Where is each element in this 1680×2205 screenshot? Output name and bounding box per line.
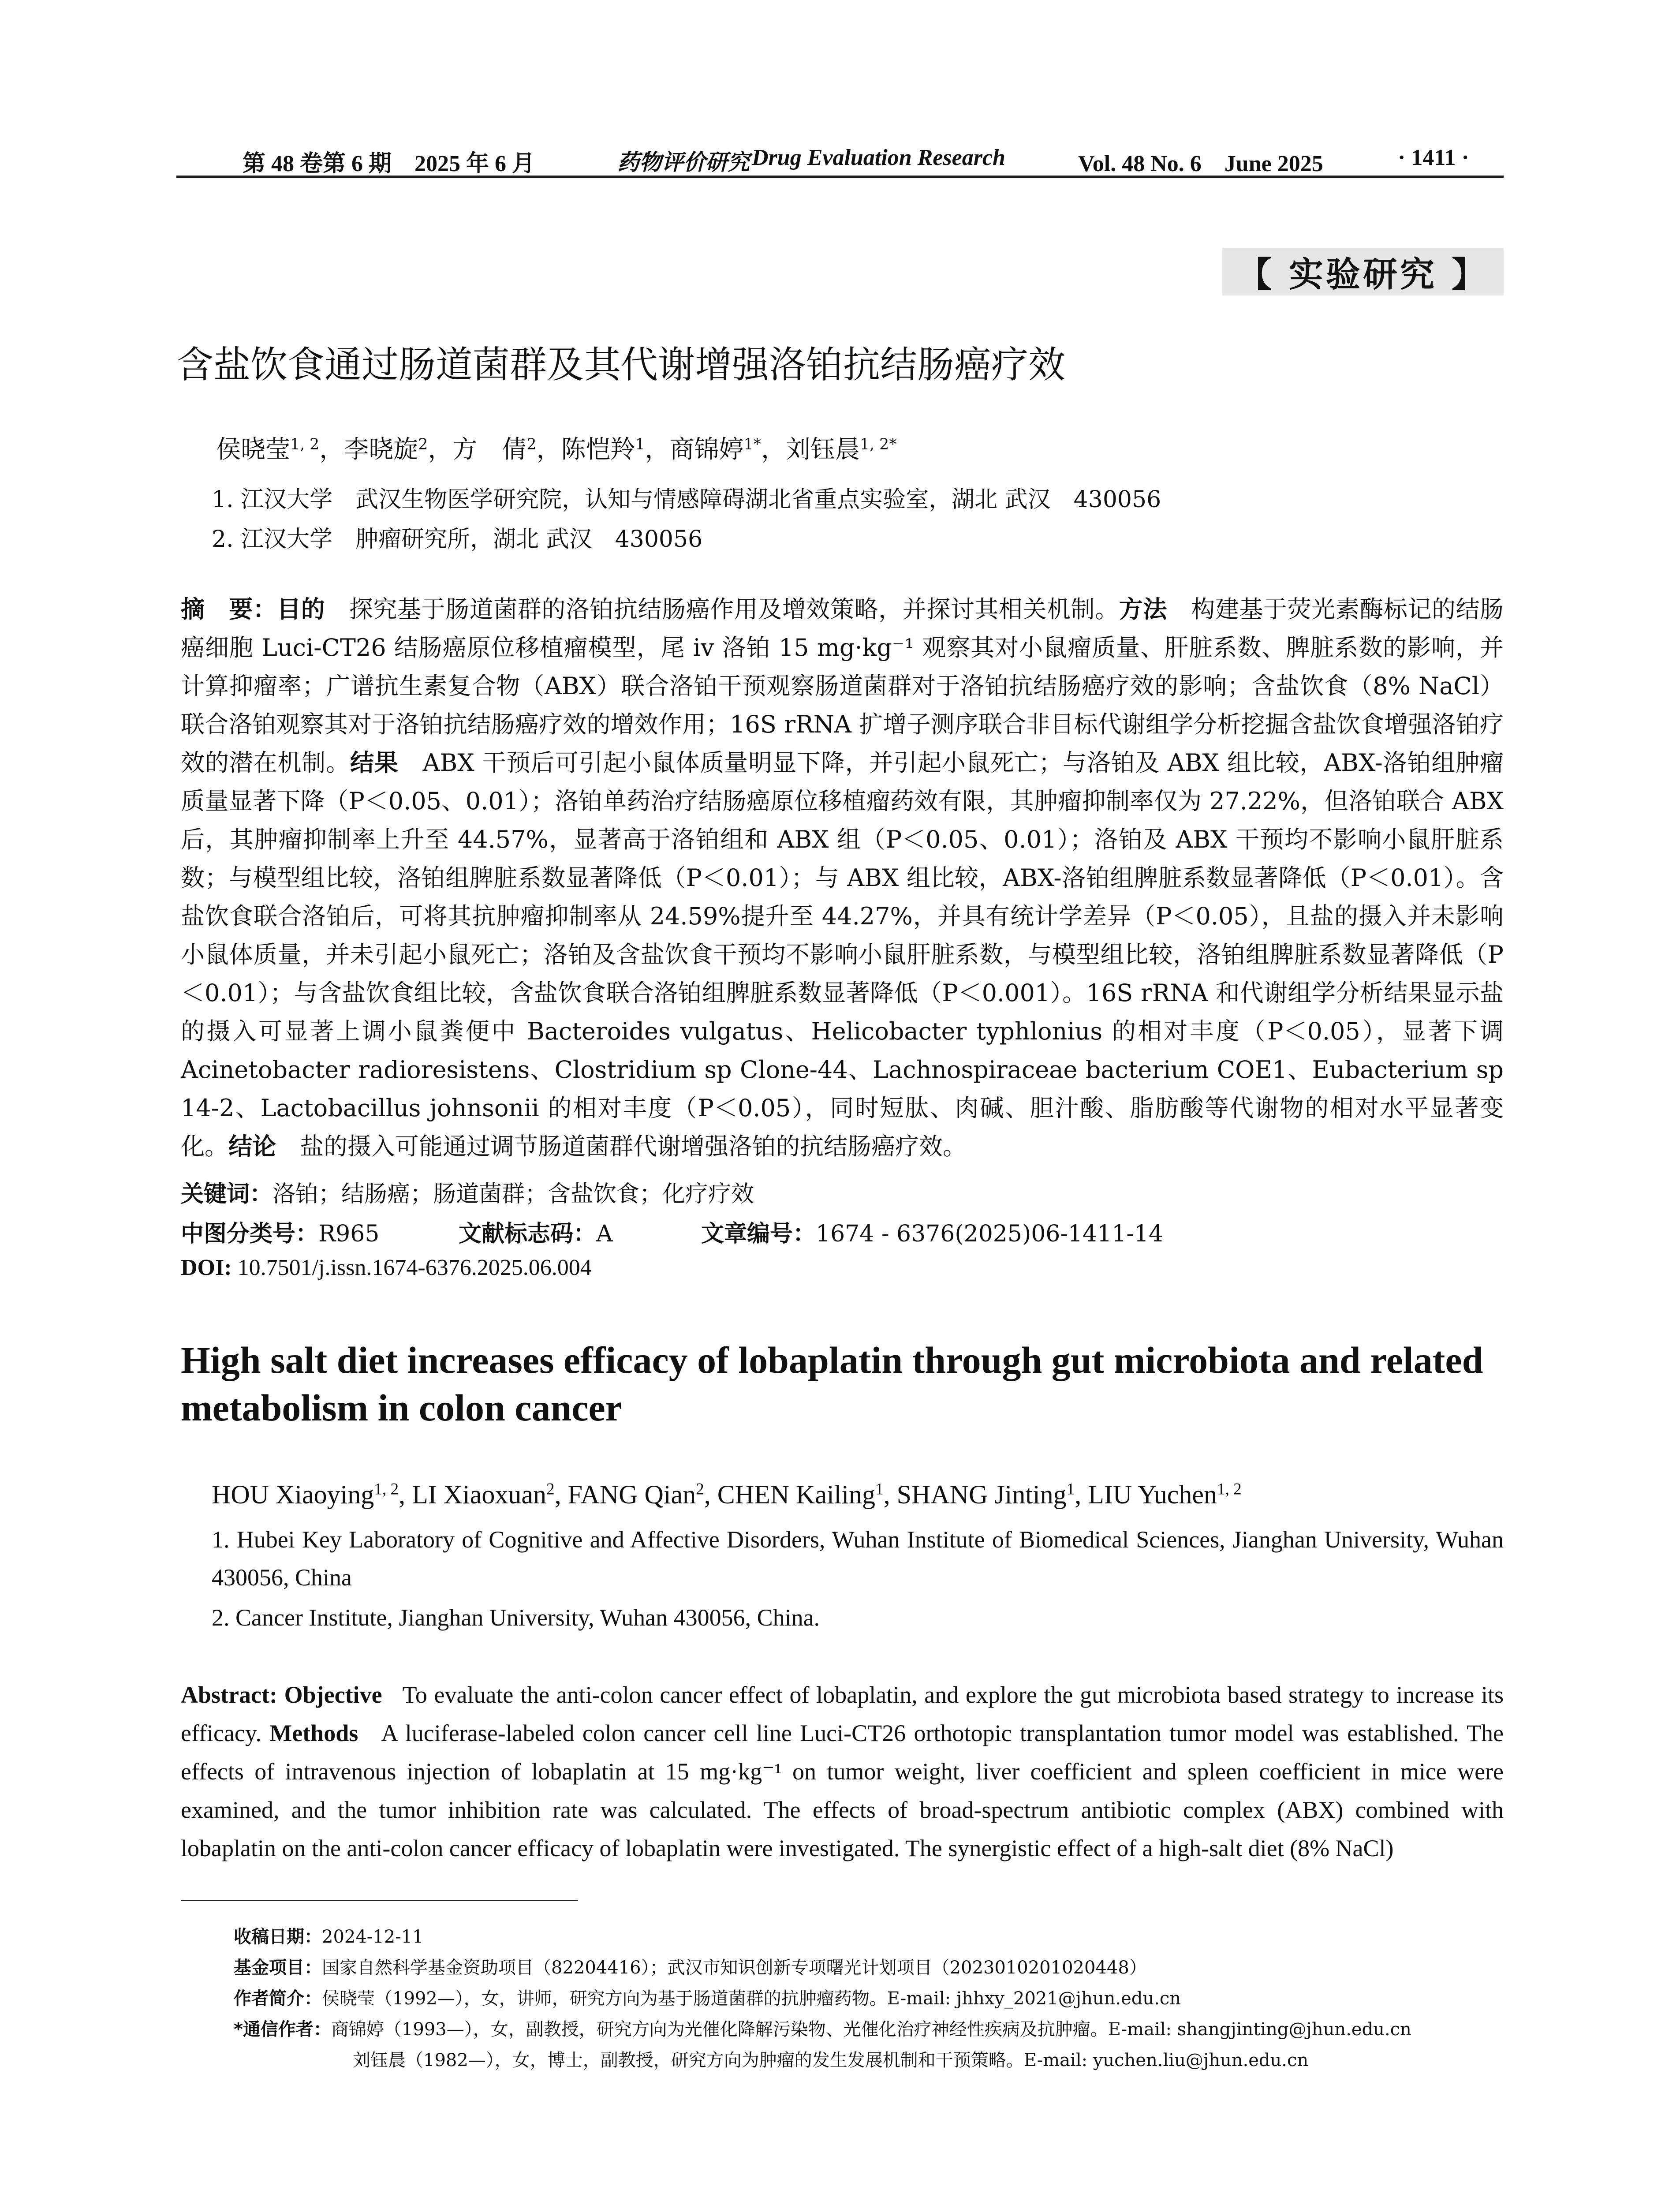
cn-methods: 构建基于荧光素酶标记的结肠癌细胞 Luci-CT26 结肠癌原位移植瘤模型，尾 iv 洛铂 15 mg·kg⁻¹ 观察其对小鼠瘤质量、肝脏系数、脾脏系数的影响，并计算抑瘤率；广谱抗生素复合物（ABX）联合洛铂干预观察肠道菌群对于洛铂抗结肠癌疗效的影响；含盐饮食（8% NaCl）联合洛铂观察其对于洛铂抗结肠癌疗效的增效作用；16S rRNA 扩增子测序联合非目标代谢组学分析挖掘含盐饮食增强洛铂疗效的潜在机制。 [181, 595, 1504, 777]
cn-author: 陈恺羚$^1$， [561, 435, 670, 464]
cn-conclusion-label: 结论 [228, 1132, 276, 1160]
article-label: 文章编号： [701, 1221, 816, 1247]
header-journal-en: Drug Evaluation Research [752, 145, 1005, 170]
en-author: LIU Yuchen$^{1, 2}$ [1088, 1480, 1242, 1509]
en-author: HOU Xiaoying$^{1, 2}$, [212, 1480, 412, 1509]
cn-doc-code [459, 1215, 613, 1248]
received-label: 收稿日期： [234, 1927, 322, 1947]
cn-affiliation: 2. 江汉大学 肿瘤研究所，湖北 武汉 430056 [212, 526, 703, 553]
header-issue-en: Vol. 48 No. 6 June 2025 [1078, 151, 1323, 176]
cn-abstract-label: 摘 要： [181, 595, 277, 623]
corr-value-2: 刘钰晨（1982—），女，博士，副教授，研究方向为肿瘤的发生发展机制和干预策略。E-mail: yuchen.liu@jhun.edu.cn [353, 2050, 1309, 2070]
footnote-received [234, 1923, 424, 1948]
en-methods-label: Methods [269, 1720, 358, 1746]
en-authors [212, 1480, 1242, 1510]
cn-abstract [181, 590, 1504, 1166]
en-objective-label: Objective [284, 1682, 382, 1708]
cn-classification [181, 1215, 379, 1248]
corr-label: *通信作者： [234, 2019, 331, 2040]
en-affiliation: 2. Cancer Institute, Jianghan University, Wuhan 430056, China. [212, 1604, 820, 1631]
en-title: High salt diet increases efficacy of lobaplatin through gut microbiota and related metabolism in colon cancer [181, 1339, 1483, 1429]
article-value: 1674 - 6376(2025)06-1411-14 [816, 1221, 1164, 1247]
fund-label: 基金项目： [234, 1958, 322, 1978]
en-author: CHEN Kailing$^1$, [717, 1480, 897, 1509]
keywords-value: 洛铂；结肠癌；肠道菌群；含盐饮食；化疗疗效 [273, 1181, 754, 1207]
doc-label: 文献标志码： [459, 1221, 597, 1247]
cn-objective-label: 目的 [277, 595, 325, 623]
cn-results-label: 结果 [350, 749, 399, 777]
en-author: SHANG Jinting$^1$, [896, 1480, 1088, 1509]
footnote-corresponding [234, 2015, 1411, 2041]
cn-affiliation: 1. 江汉大学 武汉生物医学研究院，认知与情感障碍湖北省重点实验室，湖北 武汉 430056 [212, 486, 1161, 513]
fund-value: 国家自然科学基金资助项目（82204416）；武汉市知识创新专项曙光计划项目（2023010201020448） [322, 1958, 1147, 1978]
en-methods: A luciferase-labeled colon cancer cell line Luci-CT26 orthotopic transplantation tumor model was established. The effects of intravenous injection of lobaplatin at 15 mg·kg⁻¹ on tumor weight, liver coefficient and spleen coefficient in mice were examined, and the tumor inhibition rate was calculated. The effects of broad-spectrum antibiotic complex (ABX) combined with lobaplatin on the anti-colon cancer efficacy of lobaplatin were investigated. The synergistic effect of a high-salt diet (8% NaCl) [181, 1720, 1504, 1861]
cn-methods-label: 方法 [1119, 595, 1167, 623]
en-abstract-label: Abstract: [181, 1682, 277, 1708]
cn-results: ABX 干预后可引起小鼠体质量明显下降，并引起小鼠死亡；与洛铂及 ABX 组比较，ABX-洛铂组肿瘤质量显著下降（P＜0.05、0.01）；洛铂单药治疗结肠癌原位移植瘤药效有限，其肿瘤抑制率仅为 27.22%，但洛铂联合 ABX 后，其肿瘤抑制率上升至 44.57%，显著高于洛铂组和 ABX 组（P＜0.05、0.01）；洛铂及 ABX 干预均不影响小鼠肝脏系数；与模型组比较，洛铂组脾脏系数显著降低（P＜0.01）；与 ABX 组比较，ABX-洛铂组脾脏系数显著降低（P＜0.01）。含盐饮食联合洛铂后，可将其抗肿瘤抑制率从 24.59%提升至 44.27%，并具有统计学差异（P＜0.05），且盐的摄入并未影响小鼠体质量，并未引起小鼠死亡；洛铂及含盐饮食干预均不影响小鼠肝脏系数，与模型组比较，洛铂组脾脏系数显著降低（P＜0.01）；与含盐饮食组比较，含盐饮食联合洛铂组脾脏系数显著降低（P＜0.001）。16S rRNA 和代谢组学分析结果显示盐的摄入可显著上调小鼠粪便中 Bacteroides vulgatus、Helicobacter typhlonius 的相对丰度（P＜0.05），显著下调 Acinetobacter radioresistens、Clostridium sp Clone-44、Lachnospiraceae bacterium COE1、Eubacterium sp 14-2、Lactobacillus johnsonii 的相对丰度（P＜0.05），同时短肽、肉碱、胆汁酸、脂肪酸等代谢物的相对水平显著变化。 [181, 749, 1504, 1160]
cn-author: 刘钰晨$^{1, 2*}$ [786, 435, 897, 464]
journal-logo-cn: 药物评价研究 [617, 149, 750, 175]
footnote-author [234, 1984, 1181, 2010]
cn-author: 商锦婷$^{1*}$， [669, 435, 786, 464]
en-abstract [181, 1676, 1504, 1868]
cn-article-number [701, 1215, 1163, 1248]
doc-value: A [596, 1221, 613, 1247]
section-tag: 【 实验研究 】 [1222, 248, 1504, 295]
en-author: FANG Qian$^2$, [567, 1480, 717, 1509]
en-affiliation: 1. Hubei Key Laboratory of Cognitive and Affective Disorders, Wuhan Institute of Biomedical Sciences, Jianghan University, Wuhan 430056, China [212, 1526, 1504, 1591]
cn-doi [181, 1255, 592, 1281]
cn-objective: 探究基于肠道菌群的洛铂抗结肠癌作用及增效策略，并探讨其相关机制。 [349, 595, 1119, 623]
doi-value: 10.7501/j.issn.1674-6376.2025.06.004 [237, 1255, 592, 1280]
author-bio-value: 侯晓莹（1992—），女，讲师，研究方向为基于肠道菌群的抗肿瘤药物。E-mail: jhhxy_2021@jhun.edu.cn [322, 1988, 1181, 2009]
en-objective: To evaluate the anti-colon cancer effect of lobaplatin, and explore the gut microbiota based strategy to increase its efficacy. [181, 1682, 1504, 1746]
cn-author: 方 倩$^2$， [452, 435, 561, 464]
keywords-label: 关键词： [181, 1181, 273, 1207]
cn-author: 李晓旋$^2$， [344, 435, 453, 464]
cn-keywords [181, 1175, 754, 1208]
running-header [176, 140, 1504, 178]
clc-label: 中图分类号： [181, 1221, 319, 1247]
cn-conclusion: 盐的摄入可能通过调节肠道菌群代谢增强洛铂的抗结肠癌疗效。 [300, 1132, 967, 1160]
cn-title: 含盐饮食通过肠道菌群及其代谢增强洛铂抗结肠癌疗效 [176, 343, 1066, 386]
author-bio-label: 作者简介： [234, 1988, 322, 2009]
header-issue-cn: 第 48 卷第 6 期 2025 年 6 月 [243, 151, 535, 176]
cn-author: 侯晓莹$^{1, 2}$， [216, 435, 344, 464]
footnote-fund [234, 1954, 1147, 1979]
cn-authors [216, 430, 897, 465]
corr-value-1: 商锦婷（1993—），女，副教授，研究方向为光催化降解污染物、光催化治疗神经性疾病及抗肿瘤。E-mail: shangjinting@jhun.edu.cn [331, 2019, 1411, 2040]
doi-label: DOI: [181, 1255, 232, 1280]
page-number: · 1411 · [1398, 145, 1469, 170]
received-value: 2024-12-11 [322, 1927, 424, 1947]
footnote-divider [181, 1900, 578, 1901]
footnote-corresponding-2 [353, 2046, 1308, 2071]
en-author: LI Xiaoxuan$^2$, [412, 1480, 568, 1509]
clc-value: R965 [318, 1221, 380, 1247]
